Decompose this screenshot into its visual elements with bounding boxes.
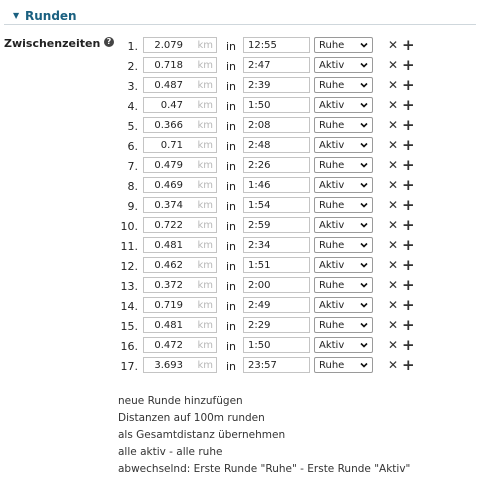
time-input[interactable]	[243, 37, 310, 53]
in-label: in	[226, 360, 237, 373]
close-icon[interactable]: ✕	[388, 118, 399, 132]
distance-value: 0.372	[154, 280, 183, 291]
chevron-down-icon	[360, 41, 368, 49]
lap-type-value: Ruhe	[319, 200, 345, 211]
distance-unit: km	[197, 360, 213, 371]
close-icon[interactable]: ✕	[388, 158, 399, 172]
distance-unit: km	[197, 200, 213, 211]
time-input[interactable]	[243, 237, 310, 253]
lap-row	[0, 156, 482, 176]
plus-icon[interactable]: +	[402, 56, 415, 74]
lap-row	[0, 96, 482, 116]
distance-value: 0.481	[154, 320, 183, 331]
plus-icon[interactable]: +	[402, 116, 415, 134]
lap-number: 6.	[127, 140, 138, 153]
lap-type-select[interactable]	[314, 297, 373, 313]
add-lap-link[interactable]: neue Runde hinzufügen	[118, 395, 243, 407]
lap-number: 13.	[120, 280, 138, 293]
time-input[interactable]	[243, 277, 310, 293]
time-value: 2:34	[248, 240, 271, 251]
chevron-down-icon	[360, 241, 368, 249]
distance-input[interactable]	[143, 137, 217, 153]
close-icon[interactable]: ✕	[388, 198, 399, 212]
lap-row	[0, 176, 482, 196]
distance-value: 0.481	[154, 240, 183, 251]
time-value: 2:59	[248, 220, 271, 231]
chevron-down-icon	[360, 121, 368, 129]
time-input[interactable]	[243, 57, 310, 73]
time-value: 23:57	[248, 360, 277, 371]
distance-input[interactable]	[143, 177, 217, 193]
lap-row	[0, 76, 482, 96]
distance-input[interactable]	[143, 257, 217, 273]
distance-unit: km	[197, 260, 213, 271]
chevron-down-icon	[360, 341, 368, 349]
lap-number: 15.	[120, 320, 138, 333]
lap-number: 12.	[120, 260, 138, 273]
distance-unit: km	[197, 120, 213, 131]
distance-input[interactable]	[143, 117, 217, 133]
chevron-down-icon	[360, 261, 368, 269]
lap-type-value: Aktiv	[319, 180, 345, 191]
lap-type-select[interactable]	[314, 337, 373, 353]
close-icon[interactable]: ✕	[388, 318, 399, 332]
distance-unit: km	[197, 80, 213, 91]
in-label: in	[226, 320, 237, 333]
distance-value: 2.079	[154, 40, 183, 51]
distance-unit: km	[197, 180, 213, 191]
time-input[interactable]	[243, 197, 310, 213]
lap-type-select[interactable]	[314, 117, 373, 133]
distance-value: 0.472	[154, 340, 183, 351]
lap-row	[0, 276, 482, 296]
close-icon[interactable]: ✕	[388, 178, 399, 192]
section-title[interactable]: Runden	[25, 9, 77, 23]
distance-value: 0.487	[154, 80, 183, 91]
lap-type-select[interactable]	[314, 277, 373, 293]
lap-type-select[interactable]	[314, 77, 373, 93]
actions-list	[118, 393, 410, 478]
lap-type-select[interactable]	[314, 57, 373, 73]
lap-type-select[interactable]	[314, 357, 373, 373]
lap-type-select[interactable]	[314, 177, 373, 193]
lap-type-select[interactable]	[314, 137, 373, 153]
time-value: 1:50	[248, 100, 271, 111]
distance-value: 0.71	[160, 140, 183, 151]
time-value: 2:00	[248, 280, 271, 291]
time-input[interactable]	[243, 97, 310, 113]
close-icon[interactable]: ✕	[388, 58, 399, 72]
caret-down-icon[interactable]: ▼	[13, 11, 20, 20]
in-label: in	[226, 300, 237, 313]
plus-icon[interactable]: +	[402, 316, 415, 334]
in-label: in	[226, 340, 237, 353]
close-icon[interactable]: ✕	[388, 298, 399, 312]
distance-unit: km	[197, 220, 213, 231]
lap-type-select[interactable]	[314, 217, 373, 233]
distance-unit: km	[197, 60, 213, 71]
distance-value: 0.479	[154, 160, 183, 171]
time-value: 2:08	[248, 120, 271, 131]
distance-value: 0.47	[160, 100, 183, 111]
lap-number: 10.	[120, 220, 138, 233]
close-icon[interactable]: ✕	[388, 278, 399, 292]
plus-icon[interactable]: +	[402, 336, 415, 354]
time-input[interactable]	[243, 337, 310, 353]
time-input[interactable]	[243, 257, 310, 273]
time-input[interactable]	[243, 177, 310, 193]
lap-number: 8.	[127, 180, 138, 193]
close-icon[interactable]: ✕	[388, 338, 399, 352]
close-icon[interactable]: ✕	[388, 218, 399, 232]
all-active-all-rest-link[interactable]: alle aktiv - alle ruhe	[118, 446, 223, 458]
lap-type-value: Aktiv	[319, 100, 345, 111]
close-icon[interactable]: ✕	[388, 78, 399, 92]
time-value: 2:39	[248, 80, 271, 91]
time-input[interactable]	[243, 217, 310, 233]
distance-input[interactable]	[143, 37, 217, 53]
plus-icon[interactable]: +	[402, 216, 415, 234]
chevron-down-icon	[360, 101, 368, 109]
lap-type-value: Ruhe	[319, 360, 345, 371]
chevron-down-icon	[360, 61, 368, 69]
lap-type-select[interactable]	[314, 157, 373, 173]
plus-icon[interactable]: +	[402, 276, 415, 294]
distance-input[interactable]	[143, 297, 217, 313]
section-header-runden	[0, 0, 482, 32]
lap-number: 7.	[127, 160, 138, 173]
lap-type-select[interactable]	[314, 37, 373, 53]
time-input[interactable]	[243, 137, 310, 153]
chevron-down-icon	[360, 161, 368, 169]
distance-input[interactable]	[143, 157, 217, 173]
lap-row	[0, 136, 482, 156]
lap-number: 17.	[120, 360, 138, 373]
in-label: in	[226, 220, 237, 233]
chevron-down-icon	[360, 321, 368, 329]
time-value: 1:54	[248, 200, 271, 211]
distance-input[interactable]	[143, 217, 217, 233]
chevron-down-icon	[360, 201, 368, 209]
lap-type-value: Ruhe	[319, 40, 345, 51]
lap-type-select[interactable]	[314, 97, 373, 113]
close-icon[interactable]: ✕	[388, 258, 399, 272]
lap-type-value: Aktiv	[319, 300, 345, 311]
distance-input[interactable]	[143, 277, 217, 293]
lap-row	[0, 216, 482, 236]
lap-type-value: Ruhe	[319, 280, 345, 291]
time-input[interactable]	[243, 357, 310, 373]
in-label: in	[226, 180, 237, 193]
distance-unit: km	[197, 140, 213, 151]
lap-row	[0, 116, 482, 136]
plus-icon[interactable]: +	[402, 356, 415, 374]
in-label: in	[226, 240, 237, 253]
lap-number: 1.	[127, 40, 138, 53]
plus-icon[interactable]: +	[402, 296, 415, 314]
distance-unit: km	[197, 240, 213, 251]
lap-type-value: Ruhe	[319, 120, 345, 131]
distance-unit: km	[197, 40, 213, 51]
lap-number: 14.	[120, 300, 138, 313]
lap-type-value: Aktiv	[319, 60, 345, 71]
plus-icon[interactable]: +	[402, 176, 415, 194]
round-distances-link[interactable]: Distanzen auf 100m runden	[118, 412, 265, 424]
distance-unit: km	[197, 300, 213, 311]
close-icon[interactable]: ✕	[388, 238, 399, 252]
close-icon[interactable]: ✕	[388, 98, 399, 112]
close-icon[interactable]: ✕	[388, 138, 399, 152]
time-value: 12:55	[248, 40, 277, 51]
distance-value: 0.722	[154, 220, 183, 231]
distance-unit: km	[197, 160, 213, 171]
in-label: in	[226, 60, 237, 73]
lap-type-select[interactable]	[314, 197, 373, 213]
chevron-down-icon	[360, 361, 368, 369]
lap-row	[0, 196, 482, 216]
lap-number: 5.	[127, 120, 138, 133]
distance-unit: km	[197, 320, 213, 331]
alternate-link[interactable]: abwechselnd: Erste Runde "Ruhe" - Erste Runde "Aktiv"	[118, 463, 411, 475]
distance-value: 0.462	[154, 260, 183, 271]
distance-input[interactable]	[143, 357, 217, 373]
distance-input[interactable]	[143, 197, 217, 213]
distance-value: 0.718	[154, 60, 183, 71]
time-value: 1:51	[248, 260, 271, 271]
lap-type-value: Ruhe	[319, 80, 345, 91]
time-input[interactable]	[243, 77, 310, 93]
time-input[interactable]	[243, 157, 310, 173]
plus-icon[interactable]: +	[402, 36, 415, 54]
in-label: in	[226, 280, 237, 293]
chevron-down-icon	[360, 301, 368, 309]
distance-unit: km	[197, 100, 213, 111]
lap-number: 9.	[127, 200, 138, 213]
chevron-down-icon	[360, 181, 368, 189]
chevron-down-icon	[360, 141, 368, 149]
in-label: in	[226, 40, 237, 53]
lap-type-select[interactable]	[314, 257, 373, 273]
lap-type-value: Ruhe	[319, 240, 345, 251]
time-input[interactable]	[243, 117, 310, 133]
distance-value: 3.693	[154, 360, 183, 371]
lap-type-value: Aktiv	[319, 220, 345, 231]
lap-row	[0, 316, 482, 336]
chevron-down-icon	[360, 281, 368, 289]
time-value: 2:48	[248, 140, 271, 151]
time-input[interactable]	[243, 317, 310, 333]
lap-number: 11.	[120, 240, 138, 253]
lap-number: 16.	[120, 340, 138, 353]
distance-value: 0.469	[154, 180, 183, 191]
lap-type-value: Aktiv	[319, 340, 345, 351]
lap-type-select[interactable]	[314, 237, 373, 253]
lap-type-value: Aktiv	[319, 140, 345, 151]
time-value: 2:29	[248, 320, 271, 331]
in-label: in	[226, 100, 237, 113]
plus-icon[interactable]: +	[402, 76, 415, 94]
distance-input[interactable]	[143, 77, 217, 93]
distance-input[interactable]	[143, 97, 217, 113]
time-value: 1:46	[248, 180, 271, 191]
distance-unit: km	[197, 340, 213, 351]
in-label: in	[226, 260, 237, 273]
lap-number: 3.	[127, 80, 138, 93]
lap-row	[0, 36, 482, 56]
time-value: 1:50	[248, 340, 271, 351]
in-label: in	[226, 140, 237, 153]
lap-row	[0, 336, 482, 356]
question-circle-icon[interactable]: ?	[104, 37, 114, 47]
in-label: in	[226, 200, 237, 213]
plus-icon[interactable]: +	[402, 96, 415, 114]
plus-icon[interactable]: +	[402, 136, 415, 154]
in-label: in	[226, 80, 237, 93]
in-label: in	[226, 120, 237, 133]
lap-type-select[interactable]	[314, 317, 373, 333]
lap-type-value: Ruhe	[319, 320, 345, 331]
distance-input[interactable]	[143, 337, 217, 353]
time-value: 2:49	[248, 300, 271, 311]
plus-icon[interactable]: +	[402, 256, 415, 274]
in-label: in	[226, 160, 237, 173]
lap-number: 2.	[127, 60, 138, 73]
lap-row	[0, 256, 482, 276]
lap-type-value: Aktiv	[319, 260, 345, 271]
lap-row	[0, 296, 482, 316]
chevron-down-icon	[360, 81, 368, 89]
distance-input[interactable]	[143, 237, 217, 253]
lap-number: 4.	[127, 100, 138, 113]
chevron-down-icon	[360, 221, 368, 229]
distance-input[interactable]	[143, 57, 217, 73]
plus-icon[interactable]: +	[402, 236, 415, 254]
close-icon[interactable]: ✕	[388, 38, 399, 52]
distance-value: 0.719	[154, 300, 183, 311]
time-value: 2:47	[248, 60, 271, 71]
plus-icon[interactable]: +	[402, 156, 415, 174]
time-input[interactable]	[243, 297, 310, 313]
distance-input[interactable]	[143, 317, 217, 333]
distance-value: 0.366	[154, 120, 183, 131]
use-total-distance-link[interactable]: als Gesamtdistanz übernehmen	[118, 429, 286, 441]
lap-row	[0, 356, 482, 376]
lap-type-value: Ruhe	[319, 160, 345, 171]
time-value: 2:26	[248, 160, 271, 171]
section-divider	[4, 24, 476, 25]
zwischenzeiten-label: Zwischenzeiten	[4, 37, 101, 50]
plus-icon[interactable]: +	[402, 196, 415, 214]
distance-value: 0.374	[154, 200, 183, 211]
lap-row	[0, 56, 482, 76]
close-icon[interactable]: ✕	[388, 358, 399, 372]
lap-row	[0, 236, 482, 256]
distance-unit: km	[197, 280, 213, 291]
